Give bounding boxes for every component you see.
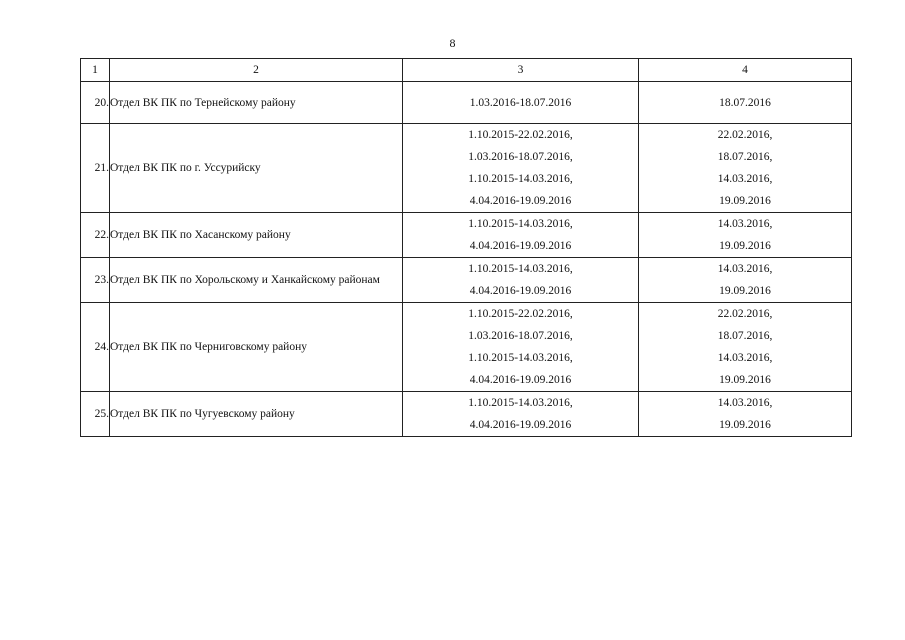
date-cell: [639, 258, 852, 303]
date-line: 18.07.2016,: [717, 330, 773, 342]
period-cell: [403, 258, 639, 303]
table-row: [81, 303, 852, 392]
period-cell: [403, 82, 639, 124]
period-line: 1.03.2016-18.07.2016: [469, 96, 572, 109]
period-line: 1.10.2015-14.03.2016,: [468, 397, 573, 409]
date-cell: [639, 82, 852, 124]
row-number: 21.: [81, 124, 110, 213]
period-line: 1.10.2015-22.02.2016,: [468, 308, 573, 320]
date-line: 14.03.2016,: [717, 397, 773, 409]
date-cell: [639, 124, 852, 213]
date-cell: [639, 303, 852, 392]
period-line: 4.04.2016-19.09.2016: [469, 419, 572, 431]
date-cell: [639, 392, 852, 437]
column-header: 4: [639, 59, 852, 82]
department-name: Отдел ВК ПК по г. Уссурийску: [110, 124, 403, 213]
period-line: 1.03.2016-18.07.2016,: [468, 151, 573, 163]
period-line: 1.10.2015-14.03.2016,: [468, 218, 573, 230]
table-row: [81, 124, 852, 213]
table-row: [81, 258, 852, 303]
date-line: 14.03.2016,: [717, 263, 773, 275]
table-row: [81, 392, 852, 437]
department-name: Отдел ВК ПК по Хасанскому району: [110, 213, 403, 258]
period-line: 4.04.2016-19.09.2016: [469, 374, 572, 386]
row-number: 24.: [81, 303, 110, 392]
period-line: 1.10.2015-14.03.2016,: [468, 263, 573, 275]
date-line: 19.09.2016: [719, 374, 771, 386]
row-number: 20.: [81, 82, 110, 124]
date-line: 18.07.2016: [719, 96, 771, 109]
date-line: 19.09.2016: [719, 285, 771, 297]
period-line: 1.10.2015-14.03.2016,: [468, 173, 573, 185]
date-line: 19.09.2016: [719, 419, 771, 431]
column-header: 2: [110, 59, 403, 82]
date-line: 19.09.2016: [719, 240, 771, 252]
period-line: 4.04.2016-19.09.2016: [469, 285, 572, 297]
date-line: 14.03.2016,: [717, 218, 773, 230]
date-line: 22.02.2016,: [717, 129, 773, 141]
department-name: Отдел ВК ПК по Чугуевскому району: [110, 392, 403, 437]
table-header-row: [81, 59, 852, 82]
period-line: 1.03.2016-18.07.2016,: [468, 330, 573, 342]
date-cell: [639, 213, 852, 258]
period-cell: [403, 303, 639, 392]
period-cell: [403, 124, 639, 213]
date-line: 22.02.2016,: [717, 308, 773, 320]
department-name: Отдел ВК ПК по Черниговскому району: [110, 303, 403, 392]
department-name: Отдел ВК ПК по Хорольскому и Ханкайскому районам: [110, 258, 403, 303]
period-cell: [403, 213, 639, 258]
period-line: 1.10.2015-14.03.2016,: [468, 352, 573, 364]
period-line: 4.04.2016-19.09.2016: [469, 240, 572, 252]
period-cell: [403, 392, 639, 437]
document-table: [80, 58, 852, 437]
date-line: 14.03.2016,: [717, 352, 773, 364]
column-header: 1: [81, 59, 110, 82]
row-number: 25.: [81, 392, 110, 437]
date-line: 19.09.2016: [719, 195, 771, 207]
department-name: Отдел ВК ПК по Тернейскому району: [110, 82, 403, 124]
date-line: 14.03.2016,: [717, 173, 773, 185]
row-number: 22.: [81, 213, 110, 258]
date-line: 18.07.2016,: [717, 151, 773, 163]
table-row: [81, 82, 852, 124]
row-number: 23.: [81, 258, 110, 303]
table-row: [81, 213, 852, 258]
period-line: 1.10.2015-22.02.2016,: [468, 129, 573, 141]
page-number: 8: [449, 36, 456, 50]
column-header: 3: [403, 59, 639, 82]
period-line: 4.04.2016-19.09.2016: [469, 195, 572, 207]
